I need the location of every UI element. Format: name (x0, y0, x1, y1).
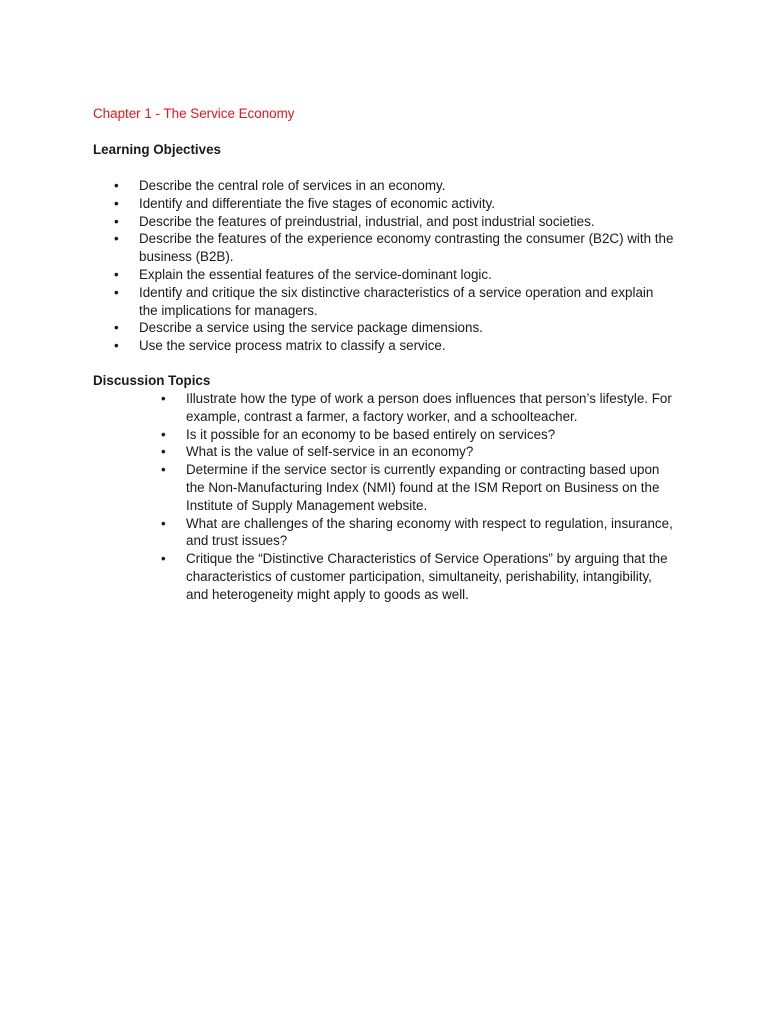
list-item (161, 461, 676, 514)
list-item-text: Describe the central role of services in an economy. (139, 178, 446, 193)
bullet-icon: • (114, 338, 119, 354)
bullet-icon: • (161, 515, 166, 531)
list-item (114, 213, 674, 231)
list-item (161, 390, 676, 426)
bullet-icon: • (114, 231, 119, 247)
list-item (114, 230, 674, 266)
list-item-text: Describe the features of preindustrial, industrial, and post industrial societies. (139, 213, 595, 229)
list-item-text: Identify and differentiate the five stages of economic activity. (139, 195, 496, 211)
list-item-text: Critique the “Distinctive Characteristics of Service Operations” by arguing that the characteristics of customer participation, simultaneity, perishability, intangibility, and heterogeneity might apply to goods as well. (186, 551, 668, 602)
bullet-icon: • (161, 426, 166, 442)
discussion-topics-list (161, 390, 676, 604)
list-item (161, 443, 676, 461)
list-item-text: Determine if the service sector is currently expanding or contracting based upon the Non-Manufacturing Index (NMI) found at the ISM Report on Business on the Institute of Supply Management website. (186, 462, 660, 513)
list-item-text: Illustrate how the type of work a person does influences that person’s lifestyle. For example, contrast a farmer, a factory worker, and a schoolteacher. (186, 391, 672, 424)
list-item (161, 550, 676, 603)
list-item-text: Is it possible for an economy to be based entirely on services? (186, 426, 556, 442)
list-item (114, 266, 674, 284)
bullet-icon: • (114, 284, 119, 300)
list-item (114, 195, 674, 213)
list-item (161, 515, 676, 551)
list-item (114, 337, 674, 355)
list-item-text: Describe a service using the service package dimensions. (139, 320, 483, 336)
bullet-icon: • (161, 462, 166, 478)
learning-objectives-list (114, 177, 674, 355)
list-item-text: Explain the essential features of the service-dominant logic. (139, 266, 492, 282)
list-item-text: Describe the features of the experience economy contrasting the consumer (B2C) with the business (B2B). (139, 231, 674, 265)
list-item-text: Identify and critique the six distinctive characteristics of a service operation and explain the implications for managers. (139, 284, 654, 318)
bullet-icon: • (114, 213, 119, 229)
bullet-icon: • (161, 444, 166, 460)
bullet-icon: • (114, 195, 119, 211)
bullet-icon: • (114, 266, 119, 282)
bullet-icon: • (114, 178, 119, 193)
list-item (114, 177, 674, 195)
list-item-text: What are challenges of the sharing economy with respect to regulation, insurance, and trust issues? (186, 515, 673, 549)
bullet-icon: • (161, 551, 166, 567)
bullet-icon: • (114, 320, 119, 336)
list-item (161, 426, 676, 444)
list-item-text: What is the value of self-service in an economy? (186, 444, 474, 460)
chapter-title: Chapter 1 - The Service Economy (93, 106, 295, 121)
list-item-text: Use the service process matrix to classify a service. (139, 338, 446, 354)
list-item (114, 284, 674, 320)
list-item (114, 319, 674, 337)
bullet-icon: • (161, 391, 166, 406)
discussion-topics-heading: Discussion Topics (93, 373, 211, 388)
learning-objectives-heading: Learning Objectives (93, 142, 221, 157)
